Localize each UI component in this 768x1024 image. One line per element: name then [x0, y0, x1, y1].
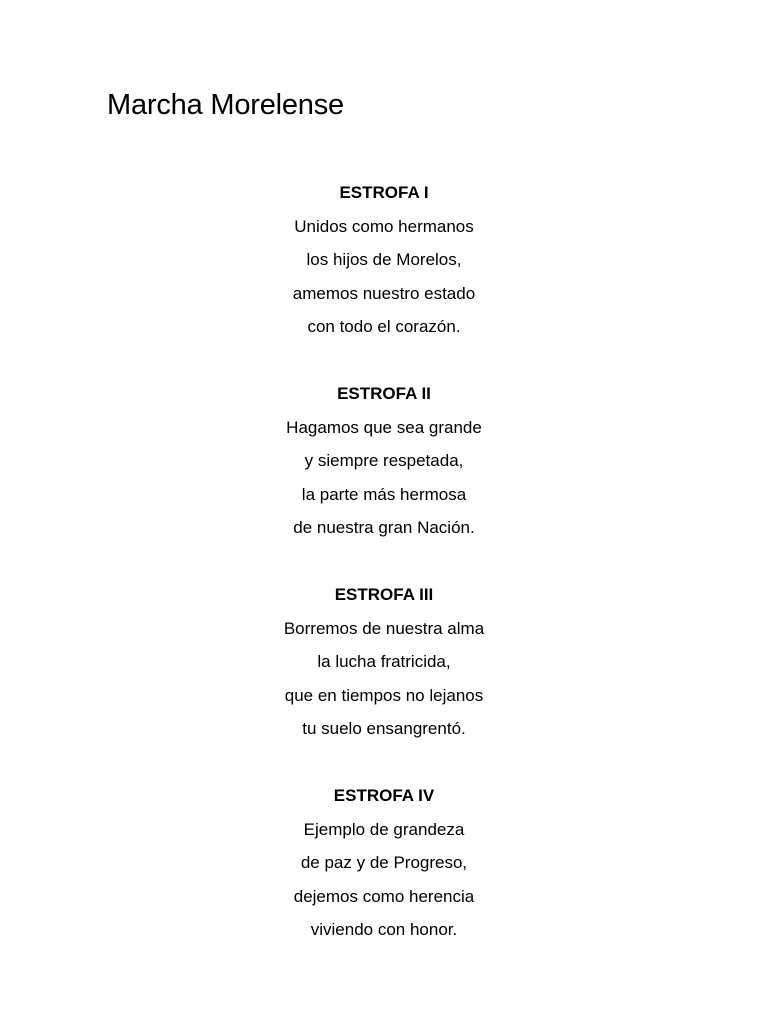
stanza-heading: ESTROFA III — [334, 585, 434, 604]
stanza-3 — [0, 578, 768, 779]
document-title: Marcha Morelense — [107, 89, 344, 121]
stanza-line: los hijos de Morelos, — [306, 250, 462, 269]
stanza-heading: ESTROFA I — [339, 183, 429, 202]
stanza-2 — [0, 377, 768, 578]
stanza-line: dejemos como herencia — [293, 886, 475, 906]
stanza-line: de paz y de Progreso, — [300, 853, 468, 872]
stanza-line: Ejemplo de grandeza — [303, 819, 465, 839]
stanza-line: que en tiempos no lejanos — [284, 685, 484, 705]
stanza-heading: ESTROFA IV — [333, 786, 435, 805]
stanza-line: Hagamos que sea grande — [286, 417, 482, 437]
stanza-heading: ESTROFA II — [337, 384, 431, 403]
stanza-line: tu suelo ensangrentó. — [302, 719, 466, 738]
stanza-list — [0, 176, 768, 980]
stanza-line: viviendo con honor. — [310, 920, 458, 939]
stanza-line: y siempre respetada, — [304, 451, 464, 470]
stanza-line: la lucha fratricida, — [317, 652, 451, 671]
stanza-line: con todo el corazón. — [307, 317, 461, 336]
stanza-line: amemos nuestro estado — [292, 283, 476, 303]
stanza-1 — [0, 176, 768, 377]
stanza-line: la parte más hermosa — [301, 484, 467, 504]
stanza-line: de nuestra gran Nación. — [293, 518, 475, 537]
stanza-line: Borremos de nuestra alma — [283, 618, 485, 638]
stanza-line: Unidos como hermanos — [294, 216, 474, 236]
stanza-4 — [0, 779, 768, 980]
